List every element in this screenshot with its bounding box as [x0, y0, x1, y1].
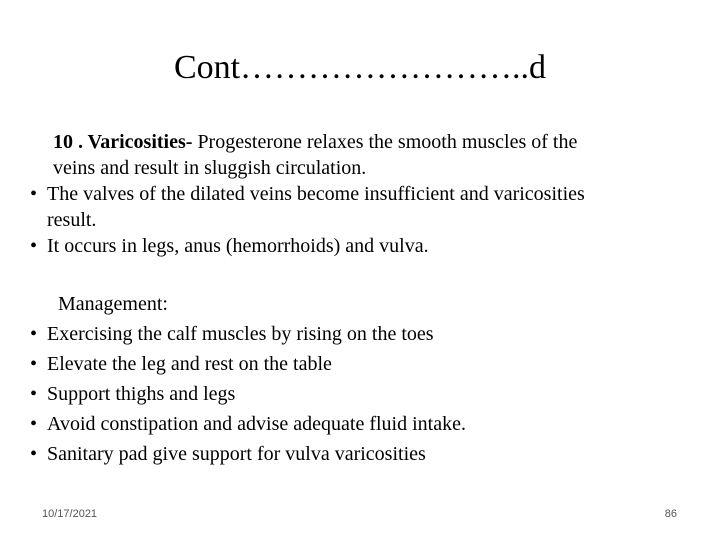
- bullet-icon: •: [30, 383, 38, 405]
- point-text: The valves of the dilated veins become insufficient and varicosities: [47, 183, 585, 205]
- varicosities-paragraph: [53, 129, 693, 181]
- management-item-text: Support thighs and legs: [47, 383, 236, 405]
- footer-date: 10/17/2021: [42, 508, 98, 520]
- footer-page-number: 86: [664, 508, 677, 520]
- varicosities-text-continued: veins and result in sluggish circulation.: [53, 157, 367, 179]
- varicosities-section: [53, 129, 693, 181]
- varicosities-text: Progesterone relaxes the smooth muscles of the: [192, 131, 578, 153]
- list-item: [30, 379, 690, 409]
- slide-title: Cont……………………..d: [173, 49, 547, 86]
- list-item: [30, 349, 690, 379]
- point-text-continued: result.: [47, 209, 97, 231]
- management-item-text: Exercising the calf muscles by rising on the toes: [47, 323, 434, 345]
- management-item-text: Sanitary pad give support for vulva varicosities: [47, 443, 426, 465]
- list-item: [30, 181, 690, 233]
- bullet-icon: •: [30, 323, 38, 345]
- varicosities-label: 10 . Varicosities-: [53, 131, 193, 153]
- list-item: [30, 233, 690, 259]
- list-item: [30, 409, 690, 439]
- management-list: [30, 319, 690, 469]
- bullet-icon: •: [30, 353, 38, 375]
- list-item: [30, 439, 690, 469]
- varicosities-points: [30, 181, 690, 259]
- point-text: It occurs in legs, anus (hemorrhoids) and vulva.: [47, 235, 429, 257]
- management-item-text: Avoid constipation and advise adequate fluid intake.: [47, 413, 466, 435]
- bullet-icon: •: [30, 183, 38, 205]
- management-item-text: Elevate the leg and rest on the table: [47, 353, 332, 375]
- bullet-icon: •: [30, 235, 38, 257]
- bullet-icon: •: [30, 443, 38, 465]
- list-item: [30, 319, 690, 349]
- management-heading: Management:: [58, 293, 168, 315]
- bullet-icon: •: [30, 413, 38, 435]
- management-section: [30, 289, 690, 469]
